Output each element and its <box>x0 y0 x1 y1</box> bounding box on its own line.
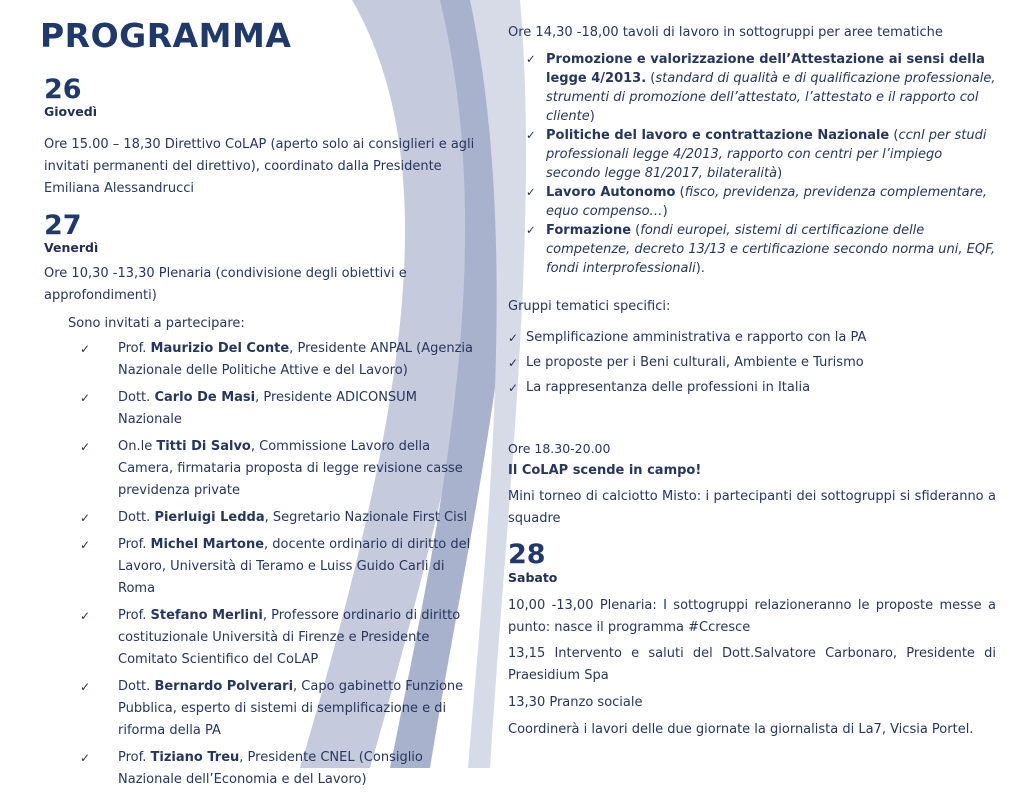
day-28-item-1: 10,00 -13,00 Plenaria: I sottogruppi relazioneranno le proposte messe a punto: nasce il programma #Ccresce <box>508 598 996 635</box>
checkmark-icon: ✓ <box>80 538 91 552</box>
checkmark-icon: ✓ <box>80 751 91 765</box>
afternoon-session: Ore 14,30 -18,00 tavoli di lavoro in sottogruppi per aree tematiche <box>508 25 943 40</box>
guest-role: , docente ordinario di diritto del Lavoro, Università di Teramo e Luiss Guido Carli di Roma <box>118 537 471 596</box>
guest-item <box>80 387 478 431</box>
guest-title: Prof. <box>118 341 147 356</box>
group-label: La rappresentanza delle professioni in Italia <box>526 380 811 395</box>
guest-title: On.le <box>118 439 153 454</box>
guest-name: Michel Martone <box>150 537 265 552</box>
topic-list <box>526 50 1000 278</box>
topic-detail: ccnl per studi professionali legge 4/2013, rapporto con centri per l’impiego secondo legge 81/2017, bilateralità <box>546 128 987 181</box>
checkmark-icon: ✓ <box>80 680 91 694</box>
guest-role: , Presidente CNEL (Consiglio Nazionale dell’Economia e del Lavoro) <box>118 750 423 787</box>
day-27-number: 27 <box>44 210 82 241</box>
day-26-text: Ore 15.00 – 18,30 Direttivo CoLAP (aperto solo ai consiglieri e agli invitati permanenti del direttivo), coordinato dalla Presidente Emiliana Alessandrucci <box>44 137 475 196</box>
group-label: Le proposte per i Beni culturali, Ambiente e Turismo <box>526 355 864 370</box>
guest-title: Prof. <box>118 750 147 765</box>
guest-title: Dott. <box>118 510 151 525</box>
topic-title: Lavoro Autonomo <box>546 185 676 200</box>
checkmark-icon: ✓ <box>80 391 91 405</box>
guest-name: Carlo De Masi <box>154 390 256 405</box>
group-item <box>508 352 1000 374</box>
topic-close: ). <box>695 261 705 276</box>
checkmark-icon: ✓ <box>526 223 536 237</box>
guest-name: Pierluigi Ledda <box>154 510 265 525</box>
checkmark-icon: ✓ <box>508 331 519 345</box>
group-label: Semplificazione amministrativa e rapporto con la PA <box>526 330 867 345</box>
topic-close: ) <box>662 204 668 219</box>
guest-role: , Capo gabinetto Funzione Pubblica, esperto di sistemi di semplificazione e di riforma della PA <box>118 679 464 738</box>
day-27-name: Venerdì <box>44 240 99 255</box>
day-26-name: Giovedì <box>44 104 97 119</box>
day-27-plenary: Ore 10,30 -13,30 Plenaria (condivisione degli obiettivi e approfondimenti) <box>44 266 407 303</box>
topic-title: Formazione <box>546 223 632 238</box>
topic-close: ) <box>777 166 783 181</box>
guest-item <box>80 676 478 742</box>
guest-role: , Commissione Lavoro della Camera, firmataria proposta di legge revisione casse previdenza private <box>118 439 463 498</box>
group-item <box>508 327 1000 349</box>
guest-title: Prof. <box>118 608 147 623</box>
group-list <box>508 327 1000 402</box>
day-28-name: Sabato <box>508 570 558 585</box>
checkmark-icon: ✓ <box>508 356 519 370</box>
guest-name: Maurizio Del Conte <box>150 341 290 356</box>
guest-title: Prof. <box>118 537 147 552</box>
guest-role: , Presidente ADICONSUM Nazionale <box>118 390 417 427</box>
topic-item: ✓ Lavoro Autonomo (fisco, previdenza, previdenza complementare, equo compenso…) <box>526 185 988 219</box>
guest-name: Tiziano Treu <box>150 750 240 765</box>
topic-detail: fondi europei, sistemi di certificazione delle competenze, decreto 13/13 e certificazione secondo norma uni, EQF, fondi interprofessionali <box>546 223 996 276</box>
guest-item <box>80 534 478 600</box>
checkmark-icon: ✓ <box>526 128 536 142</box>
checkmark-icon: ✓ <box>80 342 91 356</box>
page-title: PROGRAMMA <box>40 16 292 55</box>
guest-role: , Professore ordinario di diritto costituzionale Università di Firenze e Presidente Comitato Scientifico del CoLAP <box>118 608 461 667</box>
guest-item <box>80 747 478 791</box>
topic-detail: standard di qualità e di qualificazione professionale, strumenti di promozione dell’attestato, l’attestato e il rapporto col cliente <box>546 71 996 124</box>
checkmark-icon: ✓ <box>526 185 536 199</box>
checkmark-icon: ✓ <box>526 52 536 66</box>
checkmark-icon: ✓ <box>80 440 91 454</box>
evening-time: Ore 18.30-20.00 <box>508 441 611 456</box>
day-28-number: 28 <box>508 539 546 570</box>
guest-name: Titti Di Salvo <box>156 439 251 454</box>
topic-item: ✓ Politiche del lavoro e contrattazione Nazionale (ccnl per studi professionali legge 4/2013, rapporto con centri per l’impiego secondo legge 81/2017, bilateralità) <box>526 128 987 181</box>
group-item <box>508 377 1000 399</box>
topic-close: ) <box>589 109 595 124</box>
evening-text: Mini torneo di calciotto Misto: i partecipanti dei sottogruppi si sfideranno a squadre <box>508 489 996 526</box>
guest-item <box>80 436 478 502</box>
evening-title: Il CoLAP scende in campo! <box>508 463 702 478</box>
guest-item <box>80 507 478 529</box>
topic-title: Promozione e valorizzazione dell’Attestazione ai sensi della legge 4/2013. <box>546 52 985 86</box>
topic-item: ✓ Promozione e valorizzazione dell’Attestazione ai sensi della legge 4/2013. (standard di qualità e di qualificazione professionale, strumenti di promozione dell’attestato, l’attestato e il rapporto col cliente) <box>526 52 996 124</box>
topic-item: ✓ Formazione (fondi europei, sistemi di certificazione delle competenze, decreto 13/13 e certificazione secondo norma uni, EQF, fondi interprofessionali). <box>526 223 996 276</box>
guest-item <box>80 338 478 382</box>
invited-intro: Sono invitati a partecipare: <box>68 316 245 331</box>
checkmark-icon: ✓ <box>80 609 91 623</box>
topic-title: Politiche del lavoro e contrattazione Nazionale <box>546 128 890 143</box>
day-28-item-3: 13,30 Pranzo sociale <box>508 695 643 710</box>
day-28-item-4: Coordinerà i lavori delle due giornate la giornalista di La7, Vicsia Portel. <box>508 722 974 737</box>
guest-name: Stefano Merlini <box>150 608 263 623</box>
day-28-item-2: 13,15 Intervento e saluti del Dott.Salvatore Carbonaro, Presidente di Praesidium Spa <box>508 646 996 683</box>
guest-role: , Presidente ANPAL (Agenzia Nazionale delle Politiche Attive e del Lavoro) <box>118 341 473 378</box>
groups-title: Gruppi tematici specifici: <box>508 299 671 314</box>
day-26-number: 26 <box>44 74 82 105</box>
guest-role: , Segretario Nazionale First Cisl <box>264 510 468 525</box>
guest-item <box>80 605 478 671</box>
guest-list <box>80 338 478 796</box>
checkmark-icon: ✓ <box>508 381 519 395</box>
checkmark-icon: ✓ <box>80 511 91 525</box>
guest-title: Dott. <box>118 679 151 694</box>
topic-detail: fisco, previdenza, previdenza complementare, equo compenso… <box>546 185 988 219</box>
guest-title: Dott. <box>118 390 151 405</box>
guest-name: Bernardo Polverari <box>154 679 294 694</box>
